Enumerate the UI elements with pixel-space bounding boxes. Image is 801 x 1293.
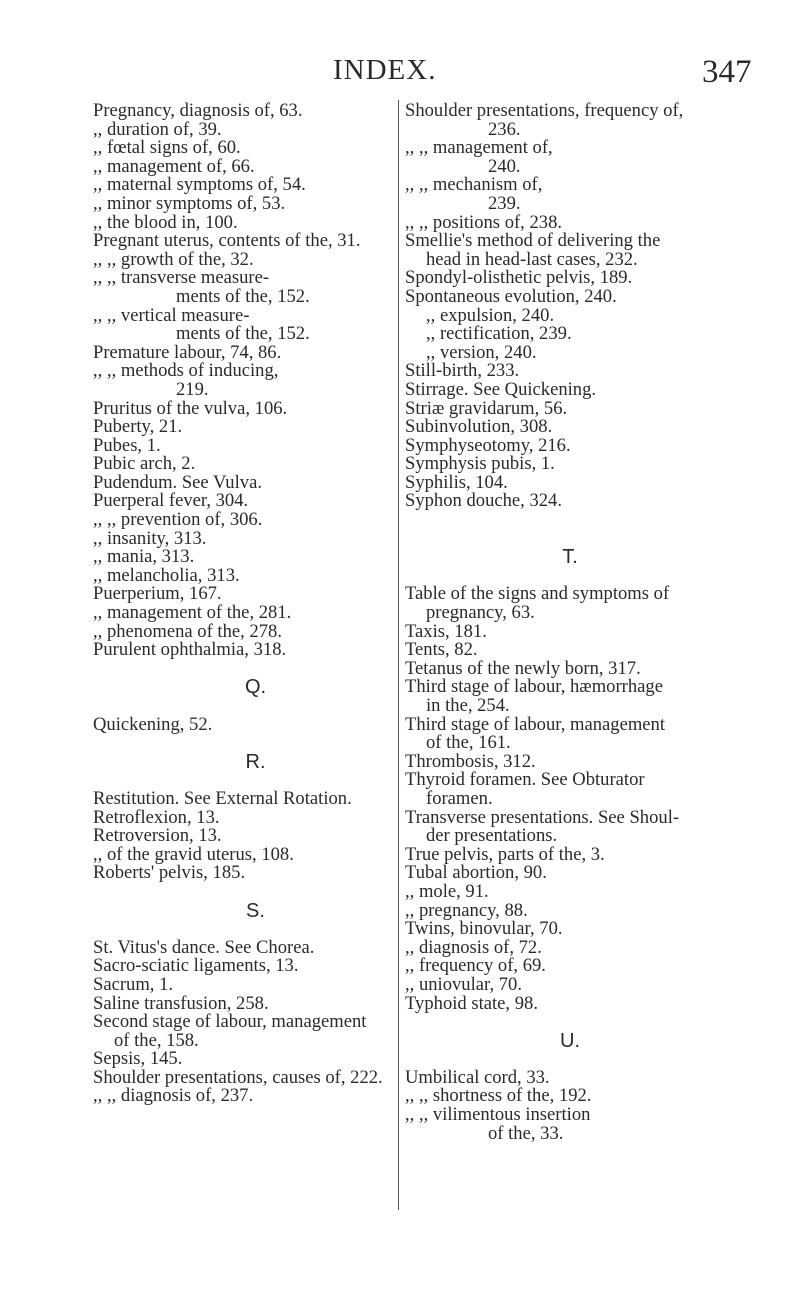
index-entry: Puberty, 21. [93,416,183,438]
blank-line [405,511,735,530]
index-entry: head in head-last cases, 232. [426,248,638,270]
index-entry: Tubal abortion, 90. [405,862,547,884]
index-entry: Saline transfusion, 258. [93,992,269,1014]
index-entry: Spondyl-olisthetic pelvis, 189. [405,267,633,289]
index-entry: pregnancy, 63. [426,602,535,624]
index-entry: ,, ,, vertical measure- [93,304,250,326]
index-entry: Syphon douche, 324. [405,490,563,512]
index-entry: True pelvis, parts of the, 3. [405,843,605,865]
index-entry: Stirrage. See Quickening. [405,378,597,400]
index-entry: Twins, binovular, 70. [405,918,563,940]
index-entry: ,, ,, shortness of the, 192. [405,1085,592,1107]
index-entry: ,, insanity, 313. [93,527,207,549]
index-entry: Taxis, 181. [405,620,487,642]
index-entry: ,, pregnancy, 88. [405,899,528,921]
index-entry: Premature labour, 74, 86. [93,341,282,363]
page-number: 347 [702,54,752,90]
index-entry: ,, diagnosis of, 72. [405,936,542,958]
index-entry: Purulent ophthalmia, 318. [93,639,287,661]
index-entry: Retroflexion, 13. [93,806,220,828]
index-entry: 236. [488,118,521,140]
index-entry: Retroversion, 13. [93,825,222,847]
index-entry: 239. [488,192,521,214]
index-entry: of the, 158. [114,1029,199,1051]
blank-line [405,1013,735,1032]
index-entry: Sacrum, 1. [93,973,174,995]
index-entry: ,, the blood in, 100. [93,211,238,233]
index-entry: ,, maternal symptoms of, 54. [93,174,306,196]
index-entry: ments of the, 152. [176,323,310,345]
index-entry: Umbilical cord, 33. [405,1066,550,1088]
index-entry: Striæ gravidarum, 56. [405,397,568,419]
index-entry: Transverse presentations. See Shoul- [405,806,680,828]
index-entry: Roberts' pelvis, 185. [93,862,246,884]
page-title: INDEX. [333,54,437,86]
column-divider [398,100,399,1210]
index-column-right [405,102,735,1143]
index-entry: ,, expulsion, 240. [426,304,555,326]
index-entry: Spontaneous evolution, 240. [405,285,617,307]
index-entry: Puerperium, 167. [93,583,222,605]
index-entry: Subinvolution, 308. [405,416,553,438]
index-entry: ,, ,, prevention of, 306. [93,509,263,531]
index-entry: ,, melancholia, 313. [93,564,240,586]
index-entry: Shoulder presentations, causes of, 222. [93,1066,383,1088]
index-entry: 219. [176,378,209,400]
index-entry: ,, mole, 91. [405,880,489,902]
index-entry: in the, 254. [426,695,510,716]
index-entry: Thyroid foramen. See Obturator [405,769,645,791]
index-entry: ,, frequency of, 69. [405,955,546,977]
index-entry: Pubic arch, 2. [93,453,196,475]
index-entry: of the, 161. [426,732,511,754]
index-entry: Pruritus of the vulva, 106. [93,397,288,419]
index-entry: Smellie's method of delivering the [405,230,661,252]
index-entry: ,, management of, 66. [93,155,255,177]
blank-line [93,734,418,753]
index-entry: Shoulder presentations, frequency of, [405,100,684,121]
index-entry: Tents, 82. [405,639,478,661]
index-entry: Quickening, 52. [93,713,213,735]
index-entry: Tetanus of the newly born, 317. [405,657,641,679]
index-entry: ,, ,, methods of inducing, [93,360,279,382]
index-column-left [93,102,418,1106]
index-entry: der presentations. [426,825,558,847]
index-entry: ,, phenomena of the, 278. [93,620,282,642]
index-entry: Third stage of labour, management [405,713,665,735]
index-entry: Sacro-sciatic ligaments, 13. [93,955,299,977]
index-entry: St. Vitus's dance. See Chorea. [93,936,315,958]
index-entry: Pregnancy, diagnosis of, 63. [93,100,303,121]
section-letter: R. [245,750,266,773]
index-entry: Pubes, 1. [93,434,161,456]
index-entry: 240. [488,155,521,177]
index-entry: ,, version, 240. [426,341,537,363]
index-entry: ,, fœtal signs of, 60. [93,137,241,159]
index-entry: ,, ,, mechanism of, [405,174,543,196]
index-entry: ,, ,, vilimentous insertion [405,1104,591,1126]
index-entry: ,, ,, growth of the, 32. [93,248,254,270]
section-letter: U. [560,1029,580,1052]
index-entry: ments of the, 152. [176,285,310,307]
index-entry: ,, of the gravid uterus, 108. [93,843,294,865]
index-entry: ,, duration of, 39. [93,118,222,140]
index-entry: Typhoid state, 98. [405,992,538,1014]
index-entry: Symphyseotomy, 216. [405,434,571,456]
index-entry: Second stage of labour, management [93,1011,367,1033]
index-entry: Restitution. See External Rotation. [93,787,352,809]
index-entry: Sepsis, 145. [93,1048,183,1070]
index-entry: Still-birth, 233. [405,360,520,382]
index-entry: Pregnant uterus, contents of the, 31. [93,230,361,252]
section-letter: S. [246,899,265,922]
index-entry: Puerperal fever, 304. [93,490,249,512]
index-entry: ,, rectification, 239. [426,323,572,345]
index-entry: Syphilis, 104. [405,471,508,493]
index-entry: ,, ,, diagnosis of, 237. [93,1085,254,1107]
section-letter: Q. [244,676,267,699]
index-entry: Third stage of labour, hæmorrhage [405,676,663,698]
index-entry: Table of the signs and symptoms of [405,583,670,605]
index-entry: ,, mania, 313. [93,546,195,568]
section-letter: T. [562,546,578,569]
index-entry: ,, ,, transverse measure- [93,267,270,289]
index-entry: ,, ,, management of, [405,137,553,159]
blank-line [93,883,418,902]
index-entry: foramen. [426,787,493,809]
index-entry: Pudendum. See Vulva. [93,471,262,493]
blank-line [93,697,418,716]
index-entry: ,, management of the, 281. [93,602,292,624]
index-entry: ,, uniovular, 70. [405,973,523,995]
index-entry: Thrombosis, 312. [405,750,536,772]
index-entry: ,, ,, positions of, 238. [405,211,563,233]
blank-line [93,920,418,939]
index-entry: Symphysis pubis, 1. [405,453,555,475]
index-entry: of the, 33. [488,1122,564,1144]
index-entry: ,, minor symptoms of, 53. [93,192,286,214]
